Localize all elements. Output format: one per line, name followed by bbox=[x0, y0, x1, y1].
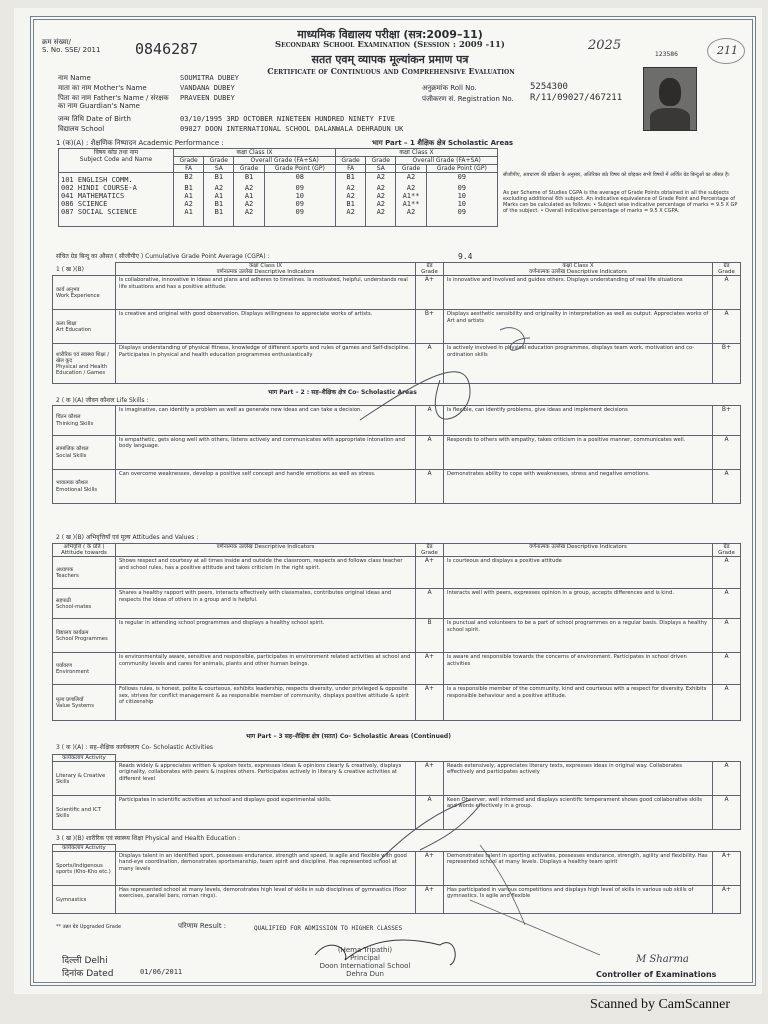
grade-cell: A2 bbox=[174, 200, 204, 208]
area-label: भावात्मक कौशल Emotional Skills bbox=[53, 470, 116, 504]
grade-cell: A bbox=[416, 470, 444, 504]
descriptor: Is empathetic, gets along well with others, listens actively and communicates with appropriate intonation and body language. bbox=[116, 436, 416, 470]
desc-header: वर्णनात्मक उल्लेख Descriptive Indicators bbox=[216, 269, 315, 276]
grade-cell: A2 bbox=[204, 184, 234, 192]
gp-cell: 08 bbox=[264, 173, 335, 185]
subject-name: 041 MATHEMATICS bbox=[59, 192, 174, 200]
part2-label: भाग Part – 2 : सह–शैक्षिक क्षेत्र Co- Scholastic Areas bbox=[268, 389, 417, 396]
descriptor: Is creative and original with good observation. Displays willingness to appreciate works of artists. bbox=[116, 310, 416, 344]
subject-name: 101 ENGLISH COMM. bbox=[59, 173, 174, 185]
c9-grade-head: Grade bbox=[174, 157, 204, 165]
descriptor: Has participated in various competitions and displays high level of skills in various sub skills of gymnastics. Is agile and flexible bbox=[444, 886, 713, 914]
descriptor: Displays aesthetic sensibility and originality in interpretation as well as output. Appreciates works of Art and artists bbox=[444, 310, 713, 344]
subtitle-hindi: सतत एवम् व्यापक मूल्यांकन प्रमाण पत्र bbox=[311, 53, 469, 66]
grade-cell: A2 bbox=[234, 200, 264, 208]
grade-cell: A bbox=[713, 619, 741, 653]
subtitle-english: Certificate of Continuous and Comprehensive Evaluation bbox=[267, 66, 515, 76]
c10-sa: SA bbox=[366, 165, 396, 173]
grade-cell: A bbox=[416, 436, 444, 470]
descriptor: Interacts well with peers, expresses opinion in a group, accepts differences and is kind. bbox=[444, 589, 713, 619]
life-skills-label: 2 ( क )(A) जीवन कौशल Life Skills : bbox=[56, 397, 149, 404]
physical-health-label: 3 ( ख )(B) शारीरिक एवं स्वास्थ्य शिक्षा Physical and Health Education : bbox=[56, 835, 241, 842]
c9-overall-head: Overall Grade (FA+SA) bbox=[234, 157, 336, 165]
grade-cell: A bbox=[713, 276, 741, 310]
area-label: Literary & Creative Skills bbox=[53, 762, 116, 796]
title-english: Secondary School Examination (Session : 2009 -11) bbox=[275, 40, 505, 50]
grade-cell: B1 bbox=[335, 173, 365, 185]
descriptor: Participates in scientific activities at school and displays good experimental skills. bbox=[116, 796, 416, 830]
serial-label: क्रम संख्या/ S. No. SSE/ 2011 bbox=[42, 38, 101, 54]
descriptor: Demonstrates talent in sporting activates, possesses endurance, strength, agility and flexibility. Has represented school at many levels. Displays a healthy team spirit bbox=[444, 852, 713, 886]
desc-header: वर्णनात्मक उल्लेख Descriptive Indicators bbox=[529, 269, 627, 276]
document-code: 123586 bbox=[655, 51, 678, 58]
class10-label: कक्षा Class X bbox=[562, 263, 594, 269]
title-hindi: माध्यमिक विद्यालय परीक्षा (सत्र:2009–11) bbox=[297, 28, 483, 41]
descriptor: Can overcome weaknesses, develop a positive self concept and handle emotions as well as stress. bbox=[116, 470, 416, 504]
grade-cell: A2 bbox=[335, 208, 365, 227]
descriptor: Keen Observer, well informed and displays scientific temperament shows good collaborative skills and words effectively in a group. bbox=[444, 796, 713, 830]
area-label: पर्यावरण Environment bbox=[53, 653, 116, 685]
grade-cell: A bbox=[713, 796, 741, 830]
class9-header: कक्षा Class IX bbox=[174, 149, 336, 157]
controller-signature: M Sharma bbox=[636, 954, 689, 965]
grade-cell: A+ bbox=[416, 653, 444, 685]
grade-cell: A bbox=[416, 796, 444, 830]
area-label: मूल्य प्रणालियाँ Value Systems bbox=[53, 685, 116, 721]
grade-cell: A bbox=[416, 344, 444, 384]
grade-cell: A+ bbox=[416, 276, 444, 310]
descriptor: Is actively involved in physical education programmes, displays team work, motivation and co- ordination skills bbox=[444, 344, 713, 384]
school-label: विद्यालय School bbox=[58, 125, 105, 133]
principal-stamp: (Hema Tripathi) Principal Doon International School Dehra Dun bbox=[319, 946, 411, 978]
grade-cell: A1 bbox=[204, 192, 234, 200]
descriptor: Is aware and responsible towards the concerns of environment. Participates in school driven activities bbox=[444, 653, 713, 685]
gp-cell: 09 bbox=[426, 173, 497, 185]
mother-label: माता का नाम Mother's Name bbox=[58, 84, 147, 92]
desc-header: वर्णनात्मक उल्लेख Descriptive Indicators bbox=[444, 544, 713, 557]
descriptor: Is punctual and volunteers to be a part of school programmes on a regular basis. Displays a healthy school spirit. bbox=[444, 619, 713, 653]
descriptor: Is collaborative, innovative in ideas and plans and adheres to timelines. Is motivated, helpful, understands real life situations and has a positive attitude. bbox=[116, 276, 416, 310]
descriptor: Is innovative and involved and guides others. Displays understanding of real life situations bbox=[444, 276, 713, 310]
grade-cell: A2 bbox=[335, 192, 365, 200]
grade-cell: A bbox=[713, 557, 741, 589]
grade-cell: A+ bbox=[416, 685, 444, 721]
grade-cell: A bbox=[713, 653, 741, 685]
c9-grade: Grade bbox=[234, 165, 264, 173]
upgraded-grade-note: ** उन्नत ग्रेड Upgraded Grade bbox=[56, 924, 122, 930]
pencil-signature bbox=[360, 372, 470, 420]
grade-cell: B1 bbox=[174, 184, 204, 192]
school-name: 09027 DOON INTERNATIONAL SCHOOL DALANWALA DEHRADUN UK bbox=[180, 125, 404, 133]
father-name: PRAVEEN DUBEY bbox=[180, 94, 235, 102]
area-label: Gymnastics bbox=[53, 886, 116, 914]
name-label: नाम Name bbox=[58, 74, 91, 82]
grade-cell: B2 bbox=[174, 173, 204, 185]
descriptor: Displays talent in an identified sport, possesses endurance, strength and speed, is agile and flexible with good hand-eye coordination, demonstrates sportsmanship, team spirit and discipline. Has represented school at many levels bbox=[116, 852, 416, 886]
descriptor: Is a responsible member of the community, kind and courteous with a respect for diversity. Exhibits responsible behaviour and a positive attitude. bbox=[444, 685, 713, 721]
grade-cell: A+ bbox=[416, 852, 444, 886]
grade-cell: A2 bbox=[396, 208, 426, 227]
circled-number-text: 211 bbox=[717, 44, 738, 57]
area-label: कार्य अनुभव Work Experience bbox=[53, 276, 116, 310]
activity-header: कार्यकलाप Activity bbox=[53, 755, 116, 762]
roll-number: 5254300 bbox=[530, 82, 568, 92]
c9-fa: FA bbox=[174, 165, 204, 173]
gp-cell: 10 bbox=[426, 200, 497, 208]
grade-cell: B1 bbox=[204, 200, 234, 208]
activities-label: 3 ( क )(A) : सह–शैक्षिक कार्यकलाप Co- Scholastic Activities bbox=[56, 744, 214, 751]
camscanner-watermark: Scanned by CamScanner bbox=[590, 997, 730, 1012]
date-of-birth: 03/10/1995 3RD OCTOBER NINETEEN HUNDRED NINETY FIVE bbox=[180, 115, 395, 123]
descriptor: Follows rules, is honest, polite & courteous, exhibits leadership, respects diversity, under privileged & opposite sex, strives for conflict management & as responsible member of community, displays positive attitude & spirit of citizenship bbox=[116, 685, 416, 721]
grade-cell: A2 bbox=[366, 184, 396, 192]
cgpa-note-english: As per Scheme of Studies CGPA is the average of Grade Points obtained in all the subjects excluding additional 6th subject. An indicative equivalence of Grade Point and Percentage of Marks can be calculated as follows: • Subject wise indicative percentage of marks = 9.5 X GP of the subject. • Overall indicative percentage of marks = 9.5 X CGPA. bbox=[503, 190, 738, 214]
c9-gp: Grade Point (GP) bbox=[264, 165, 335, 173]
descriptor: Is regular in attending school programmes and displays a healthy school spirit. bbox=[116, 619, 416, 653]
grade-cell: A bbox=[713, 310, 741, 344]
descriptor: Has represented school at many levels, demonstrates high level of skills in sub disciplines of gymnastics (floor exercises, parallel bars, roman rings). bbox=[116, 886, 416, 914]
grade-cell: A+ bbox=[713, 886, 741, 914]
gp-cell: 09 bbox=[264, 200, 335, 208]
class9-label: कक्षा Class IX bbox=[249, 263, 282, 269]
grade-cell: A bbox=[416, 406, 444, 436]
c9-sa: SA bbox=[204, 165, 234, 173]
grade-cell: A+ bbox=[713, 852, 741, 886]
grade-cell: A+ bbox=[416, 762, 444, 796]
descriptor: Responds to others with empathy, takes criticism in a positive manner, communicates well. bbox=[444, 436, 713, 470]
descriptor: Is imaginative, can identify a problem as well as generate new ideas and can take a decision. bbox=[116, 406, 416, 436]
principal-signature bbox=[315, 940, 455, 965]
grade-cell: B1 bbox=[204, 173, 234, 185]
subject-name: 002 HINDI COURSE-A bbox=[59, 184, 174, 192]
subject-header: विषय कोड तथा नाम Subject Code and Name bbox=[59, 149, 174, 173]
gp-cell: 09 bbox=[426, 184, 497, 192]
grade-cell: A1** bbox=[396, 200, 426, 208]
grade-header: ग्रेड Grade bbox=[416, 544, 444, 557]
grade-header: ग्रेड Grade bbox=[416, 263, 444, 276]
grade-cell: B1 bbox=[234, 173, 264, 185]
area-label: Scientific and ICT Skills bbox=[53, 796, 116, 830]
dob-label: जन्म तिथि Date of Birth bbox=[58, 115, 131, 123]
c10-fa: FA bbox=[335, 165, 365, 173]
c10-grade-head2: Grade bbox=[366, 157, 396, 165]
grade-cell: A bbox=[416, 589, 444, 619]
descriptor: Is environmentally aware, sensitive and responsible, participates in environment related activities at school and community levels and cares for animals, plants and other human beings. bbox=[116, 653, 416, 685]
grade-cell: B+ bbox=[416, 310, 444, 344]
gp-cell: 09 bbox=[426, 208, 497, 227]
attitudes-label: 2 ( ख )(B) अभिवृत्तियाँ एवं मूल्य Attitudes and Values : bbox=[56, 534, 199, 541]
cgpa-value: 9.4 bbox=[458, 252, 473, 261]
desc-header: वर्णनात्मक उल्लेख Descriptive Indicators bbox=[116, 544, 416, 557]
father-label: पिता का नाम Father's Name / संरक्षक का नाम Guardian's Name bbox=[58, 94, 169, 110]
grade-cell: A+ bbox=[416, 557, 444, 589]
activity-header: कार्यकलाप Activity bbox=[53, 845, 116, 852]
serial-number: 0846287 bbox=[135, 40, 199, 58]
cgpa-note-hindi: सीजीपीए, अवधारण की प्रक्रिया के अनुसार, अतिरिक्त छठे विषय को छोड़कर सभी विषयों में अर्जित ग्रेड बिन्दुओं का औसत है। bbox=[503, 172, 730, 178]
place-label: दिल्ली Delhi bbox=[62, 956, 108, 966]
grade-cell: A2 bbox=[335, 184, 365, 192]
pencil-signature bbox=[380, 800, 480, 860]
grade-cell: A bbox=[713, 685, 741, 721]
grade-cell: A1 bbox=[234, 192, 264, 200]
descriptor: Is courteous and displays a positive attitude bbox=[444, 557, 713, 589]
area-label: शारीरिक एवं स्वास्थ्य शिक्षा / खेल कूद Physical and Health Education / Games bbox=[53, 344, 116, 384]
part1-label: भाग Part – 1 शैक्षिक क्षेत्र Scholastic Areas bbox=[372, 139, 514, 147]
academic-performance-label: 1 (क)(A) : शैक्षणिक निष्पादन Academic Performance : bbox=[56, 139, 224, 147]
grade-cell: A2 bbox=[366, 173, 396, 185]
result-value: QUALIFIED FOR ADMISSION TO HIGHER CLASSES bbox=[254, 925, 403, 932]
grade-cell: B1 bbox=[335, 200, 365, 208]
result-label: परिणाम Result : bbox=[178, 922, 227, 930]
area-label: सहपाठी School-mates bbox=[53, 589, 116, 619]
gp-cell: 09 bbox=[264, 184, 335, 192]
c10-overall-head: Overall Grade (FA+SA) bbox=[396, 157, 498, 165]
grade-cell: B+ bbox=[713, 406, 741, 436]
gp-cell: 09 bbox=[264, 208, 335, 227]
subject-name: 086 SCIENCE bbox=[59, 200, 174, 208]
descriptor: Shares a healthy rapport with peers, interacts effectively with classmates, contributes original ideas and respects the ideas of others in a group and is helpful. bbox=[116, 589, 416, 619]
grade-cell: B+ bbox=[713, 344, 741, 384]
grade-cell: B bbox=[416, 619, 444, 653]
controller-title: Controller of Examinations bbox=[596, 970, 717, 979]
area-label: कला शिक्षा Art Education bbox=[53, 310, 116, 344]
grade-cell: A bbox=[713, 436, 741, 470]
grade-cell: A bbox=[713, 470, 741, 504]
grade-cell: A2 bbox=[234, 184, 264, 192]
grade-cell: A1 bbox=[174, 192, 204, 200]
gp-cell: 10 bbox=[426, 192, 497, 200]
roll-label: अनुक्रमांक Roll No. bbox=[422, 84, 477, 92]
c10-gp: Grade Point (GP) bbox=[426, 165, 497, 173]
attitude-header: अभिवृत्ति ( के प्रति ) Attitude towards bbox=[53, 544, 116, 557]
descriptor: Displays understanding of physical fitness, knowledge of different sports and rules of games and Self-discipline. Participates in physical and health education programmes enthusiastically bbox=[116, 344, 416, 384]
grade-cell: A1 bbox=[174, 208, 204, 227]
grade-cell: A2 bbox=[366, 192, 396, 200]
area-label: चिंतन कौशल Thinking Skills bbox=[53, 406, 116, 436]
registration-number: R/11/09027/467211 bbox=[530, 93, 623, 103]
grade-cell: A1** bbox=[396, 192, 426, 200]
pencil-line bbox=[470, 845, 600, 955]
area-label: विद्यालय कार्यक्रम School Programmes bbox=[53, 619, 116, 653]
area-label: सामाजिक कौशल Social Skills bbox=[53, 436, 116, 470]
handwritten-number: 2025 bbox=[588, 38, 622, 53]
c10-grade-head: Grade bbox=[335, 157, 365, 165]
grade-cell: B1 bbox=[204, 208, 234, 227]
gp-cell: 10 bbox=[264, 192, 335, 200]
grade-cell: A2 bbox=[234, 208, 264, 227]
grade-cell: A2 bbox=[396, 184, 426, 192]
subject-name: 087 SOCIAL SCIENCE bbox=[59, 208, 174, 227]
part3-label: भाग Part – 3 सह–शैक्षिक क्षेत्र (सतत) Co- Scholastic Areas (Continued) bbox=[246, 733, 451, 740]
mother-name: VANDANA DUBEY bbox=[180, 84, 235, 92]
descriptor: Is flexible, can identify problems, give ideas and implement decisions bbox=[444, 406, 713, 436]
grade-cell: A2 bbox=[396, 173, 426, 185]
cgpa-label: संचित ग्रेड बिन्दु का औसत ( सीजीपीए ) Cumulative Grade Point Average (CGPA) : bbox=[56, 253, 270, 260]
grade-cell: A bbox=[713, 762, 741, 796]
area-label: अध्यापक Teachers bbox=[53, 557, 116, 589]
descriptor: Reads widely & appreciates written & spoken texts, expresses ideas & opinions clearly & creatively, displays originality, collaborates with peers & inspires others. Participates actively in literary & creative activities at different level bbox=[116, 762, 416, 796]
grade-cell: A bbox=[713, 589, 741, 619]
issue-date: 01/06/2011 bbox=[140, 968, 183, 976]
grade-header: ग्रेड Grade bbox=[713, 263, 741, 276]
part1b-label: 1 ( ख )(B) bbox=[56, 266, 84, 273]
class10-header: कक्षा Class X bbox=[335, 149, 497, 157]
student-name: SOUMITRA DUBEY bbox=[180, 74, 240, 82]
grade-cell: A2 bbox=[366, 208, 396, 227]
c9-grade-head2: Grade bbox=[204, 157, 234, 165]
grade-cell: A2 bbox=[366, 200, 396, 208]
area-label: Sports/Indigenous sports (Kho-Kho etc.) bbox=[53, 852, 116, 886]
descriptor: Shows respect and courtesy at all times inside and outside the classroom, respects and follows class teacher and school rules, has a positive attitude and takes criticism in the right spirit. bbox=[116, 557, 416, 589]
pencil-signature bbox=[500, 328, 530, 351]
grade-header: ग्रेड Grade bbox=[713, 544, 741, 557]
descriptor: Reads extensively, appreciates literary texts, expresses ideas in original way. Collaborates effectively and participates actively bbox=[444, 762, 713, 796]
grade-cell: A+ bbox=[416, 886, 444, 914]
registration-label: पंजीकरण सं. Registration No. bbox=[422, 95, 514, 103]
descriptor: Demonstrates ability to cope with weaknesses, stress and negative emotions. bbox=[444, 470, 713, 504]
dated-label: दिनांक Dated bbox=[62, 969, 114, 979]
c10-grade: Grade bbox=[396, 165, 426, 173]
